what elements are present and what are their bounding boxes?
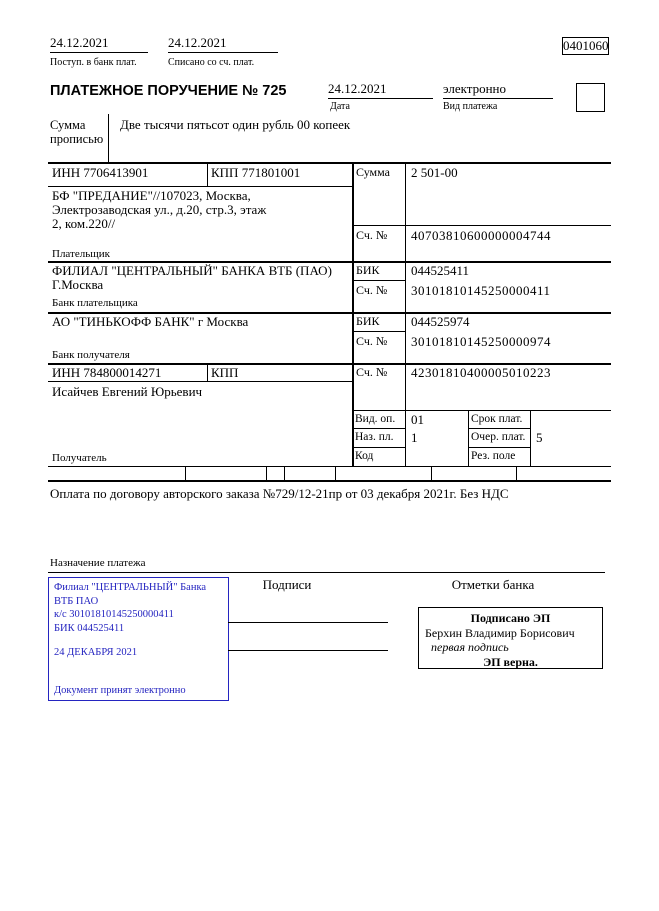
payee-bank-account-value: 30101810145250000974 (411, 334, 551, 349)
payer-account-value: 40703810600000004744 (411, 228, 551, 243)
reserve-field-label: Рез. поле (471, 450, 516, 462)
stamp-bank-line: ВТБ ПАО (54, 595, 99, 607)
table-border (207, 162, 208, 186)
signature-line (228, 650, 388, 651)
table-border (48, 381, 352, 382)
table-border (48, 162, 611, 164)
amount-words-value: Две тысячи пятьсот один рубль 00 копеек (120, 117, 351, 132)
payer-kpp: КПП 771801001 (211, 165, 301, 180)
esig-signer-name: Берхин Владимир Борисович (425, 625, 575, 640)
table-border (207, 363, 208, 381)
table-border (48, 480, 611, 482)
payment-kind-label: Вид платежа (443, 101, 498, 112)
payee-account-value: 42301810400005010223 (411, 365, 551, 380)
stamp-corr-account: к/с 30101810145250000411 (54, 609, 174, 620)
table-border (284, 466, 285, 480)
payer-inn: ИНН 7706413901 (52, 165, 149, 180)
payee-kpp: КПП (211, 365, 239, 380)
received-date-label: Поступ. в банк плат. (50, 57, 137, 68)
code-label: Код (355, 450, 374, 462)
purpose-code-label: Наз. пл. (355, 431, 394, 443)
payee-bank-bik-label: БИК (356, 314, 380, 328)
stamp-bik: БИК 044525411 (54, 622, 125, 634)
payee-bank-bik-value: 044525974 (411, 314, 470, 329)
payee-bank-label: Банк получателя (52, 349, 130, 361)
table-border (352, 280, 405, 281)
payer-label: Плательщик (52, 248, 110, 260)
table-border (431, 466, 432, 480)
payer-bank-city: Г.Москва (52, 277, 104, 292)
payer-name-line: 2, ком.220// (52, 216, 116, 231)
payee-label: Получатель (52, 452, 107, 464)
esig-verdict: ЭП верна. (483, 654, 538, 669)
table-border (266, 466, 267, 480)
payee-bank-name: АО "ТИНЬКОФФ БАНК" г Москва (52, 314, 249, 329)
amount-words-label: Сумма прописью (50, 118, 104, 147)
sum-label: Сумма (356, 165, 390, 179)
order-label: Очер. плат. (471, 431, 526, 443)
debited-date: 24.12.2021 (168, 36, 278, 53)
table-border (516, 466, 517, 480)
order-value: 5 (536, 430, 543, 445)
payee-bank-account-label: Сч. № (356, 334, 388, 348)
payee-name: Исайчев Евгений Юрьевич (52, 384, 203, 399)
op-type-label: Вид. оп. (355, 413, 396, 425)
table-border (352, 428, 405, 429)
table-border (352, 447, 405, 448)
bank-marks-label: Отметки банка (451, 577, 535, 592)
payee-account-label: Сч. № (356, 365, 388, 379)
payment-purpose-text: Оплата по договору авторского заказа №729/12-21пр от 03 декабря 2021г. Без НДС (50, 486, 509, 501)
divider (48, 572, 605, 573)
table-border (185, 466, 186, 480)
payee-inn: ИНН 784800014271 (52, 365, 162, 380)
esig-title: Подписано ЭП (470, 611, 551, 625)
op-type-value: 01 (411, 412, 424, 427)
sum-value: 2 501-00 (411, 165, 458, 180)
table-border (48, 186, 352, 187)
table-border (468, 428, 530, 429)
received-date: 24.12.2021 (50, 36, 148, 53)
due-date-label: Срок плат. (471, 413, 523, 425)
payer-name-line: Электрозаводская ул., д.20, стр.3, этаж (52, 202, 267, 217)
signature-line (228, 622, 388, 623)
table-border (352, 225, 611, 226)
page-title: ПЛАТЕЖНОЕ ПОРУЧЕНИЕ № 725 (50, 83, 287, 99)
signatures-label: Подписи (262, 577, 312, 592)
payer-bank-bik-value: 044525411 (411, 263, 470, 278)
table-border (352, 410, 611, 411)
payment-kind: электронно (443, 82, 553, 99)
payer-bank-account-value: 30101810145250000411 (411, 283, 551, 298)
stamp-bank-line: Филиал "ЦЕНТРАЛЬНЫЙ" Банка (54, 582, 207, 593)
debited-date-label: Списано со сч. плат. (168, 57, 255, 68)
esig-subtitle: первая подпись (431, 640, 509, 654)
table-border (335, 466, 336, 480)
e-signature-stamp (418, 607, 603, 669)
table-border (468, 410, 469, 466)
stamp-date: 24 ДЕКАБРЯ 2021 (54, 647, 138, 658)
table-border (48, 466, 611, 467)
table-border (530, 410, 531, 466)
purpose-code-value: 1 (411, 430, 418, 445)
payer-bank-label: Банк плательщика (52, 297, 138, 309)
payer-account-label: Сч. № (356, 228, 388, 242)
document-date: 24.12.2021 (328, 82, 433, 99)
bank-acceptance-stamp (48, 577, 229, 701)
payment-purpose-label: Назначение платежа (50, 557, 146, 569)
date-label: Дата (330, 101, 350, 112)
table-border (352, 162, 354, 466)
table-border (405, 162, 406, 466)
payer-bank-name: ФИЛИАЛ "ЦЕНТРАЛЬНЫЙ" БАНКА ВТБ (ПАО) (52, 263, 332, 278)
form-code-box: 0401060 (563, 38, 609, 53)
divider (108, 114, 109, 162)
payer-bank-account-label: Сч. № (356, 283, 388, 297)
payer-name-line: БФ "ПРЕДАНИЕ"//107023, Москва, (52, 188, 251, 203)
table-border (352, 331, 405, 332)
payment-kind-checkbox (576, 83, 605, 112)
payer-bank-bik-label: БИК (356, 263, 380, 277)
table-border (468, 447, 530, 448)
stamp-note: Документ принят электронно (54, 684, 186, 696)
